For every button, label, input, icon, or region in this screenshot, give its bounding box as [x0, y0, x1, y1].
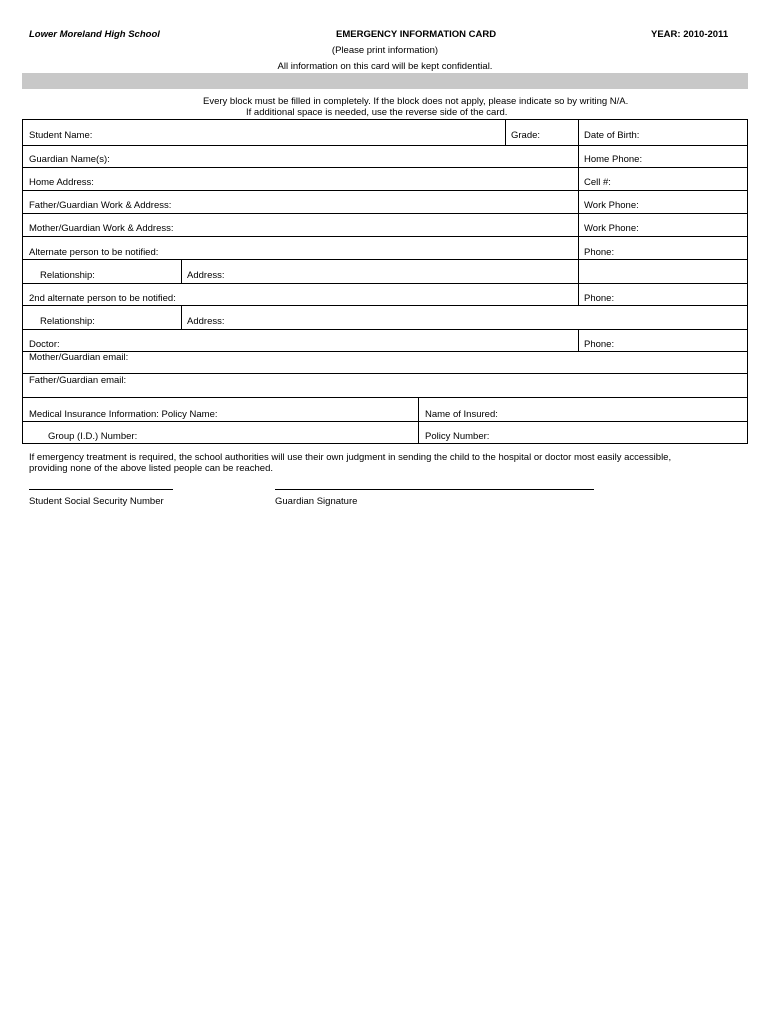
emergency-treatment-line-1: If emergency treatment is required, the school authorities will use their own judgment in sending the child to the hospital or doctor most easily accessible, [29, 452, 672, 463]
col-line-phone [578, 329, 579, 351]
row-line [22, 397, 748, 398]
phone-label: Phone: [584, 293, 615, 304]
instructions-line-1: Every block must be filled in completely. If the block does not apply, please indicate so by writing N/A. [203, 96, 629, 107]
col-line-address [181, 305, 182, 329]
table-top-border [22, 119, 748, 120]
row-line [22, 305, 748, 306]
row-line [22, 373, 748, 374]
work-phone-label: Work Phone: [584, 200, 639, 211]
form-title: EMERGENCY INFORMATION CARD [336, 29, 497, 40]
relationship-label: Relationship: [40, 316, 95, 327]
student-name-label: Student Name: [29, 130, 93, 141]
row-line [22, 259, 748, 260]
guardian-names-label: Guardian Name(s): [29, 154, 110, 165]
row-line [22, 283, 748, 284]
phone-label: Phone: [584, 247, 615, 258]
emergency-treatment-line-2: providing none of the above listed people can be reached. [29, 463, 274, 474]
phone-label: Phone: [584, 339, 615, 350]
col-line-grade [505, 119, 506, 146]
address-label: Address: [187, 316, 225, 327]
home-address-label: Home Address: [29, 177, 94, 188]
row-line [22, 421, 748, 422]
home-phone-label: Home Phone: [584, 154, 643, 165]
doctor-label: Doctor: [29, 339, 60, 350]
row-line [22, 167, 748, 168]
table-bottom-border [22, 443, 748, 444]
relationship-label: Relationship: [40, 270, 95, 281]
row-line [22, 145, 748, 146]
row-line [22, 329, 748, 330]
cell-label: Cell #: [584, 177, 611, 188]
school-name: Lower Moreland High School [29, 29, 160, 40]
col-line-address [181, 259, 182, 283]
header-divider-bar [22, 73, 748, 89]
mother-email-label: Mother/Guardian email: [29, 352, 129, 363]
father-work-label: Father/Guardian Work & Address: [29, 200, 172, 211]
policy-number-label: Policy Number: [425, 431, 490, 442]
row-line [22, 190, 748, 191]
ssn-signature-line [29, 489, 173, 490]
father-email-label: Father/Guardian email: [29, 375, 127, 386]
subtitle-confidential: All information on this card will be kept confidential. [277, 61, 493, 72]
row-line [22, 351, 748, 352]
row-line [22, 236, 748, 237]
work-phone-label: Work Phone: [584, 223, 639, 234]
guardian-signature-label: Guardian Signature [275, 496, 358, 507]
date-of-birth-label: Date of Birth: [584, 130, 640, 141]
school-year: YEAR: 2010-2011 [651, 29, 729, 40]
instructions-line-2: If additional space is needed, use the reverse side of the card. [246, 107, 508, 118]
guardian-signature-line [275, 489, 594, 490]
second-alternate-label: 2nd alternate person to be notified: [29, 293, 176, 304]
group-number-label: Group (I.D.) Number: [48, 431, 138, 442]
ssn-label: Student Social Security Number [29, 496, 164, 507]
col-line-insured [418, 397, 419, 444]
subtitle-print: (Please print information) [331, 45, 439, 56]
row-line [22, 213, 748, 214]
name-of-insured-label: Name of Insured: [425, 409, 498, 420]
mother-work-label: Mother/Guardian Work & Address: [29, 223, 174, 234]
medical-insurance-label: Medical Insurance Information: Policy Name: [29, 409, 218, 420]
col-line-phone [578, 283, 579, 305]
address-label: Address: [187, 270, 225, 281]
alternate-person-label: Alternate person to be notified: [29, 247, 159, 258]
col-line-phone [578, 119, 579, 283]
grade-label: Grade: [511, 130, 541, 141]
